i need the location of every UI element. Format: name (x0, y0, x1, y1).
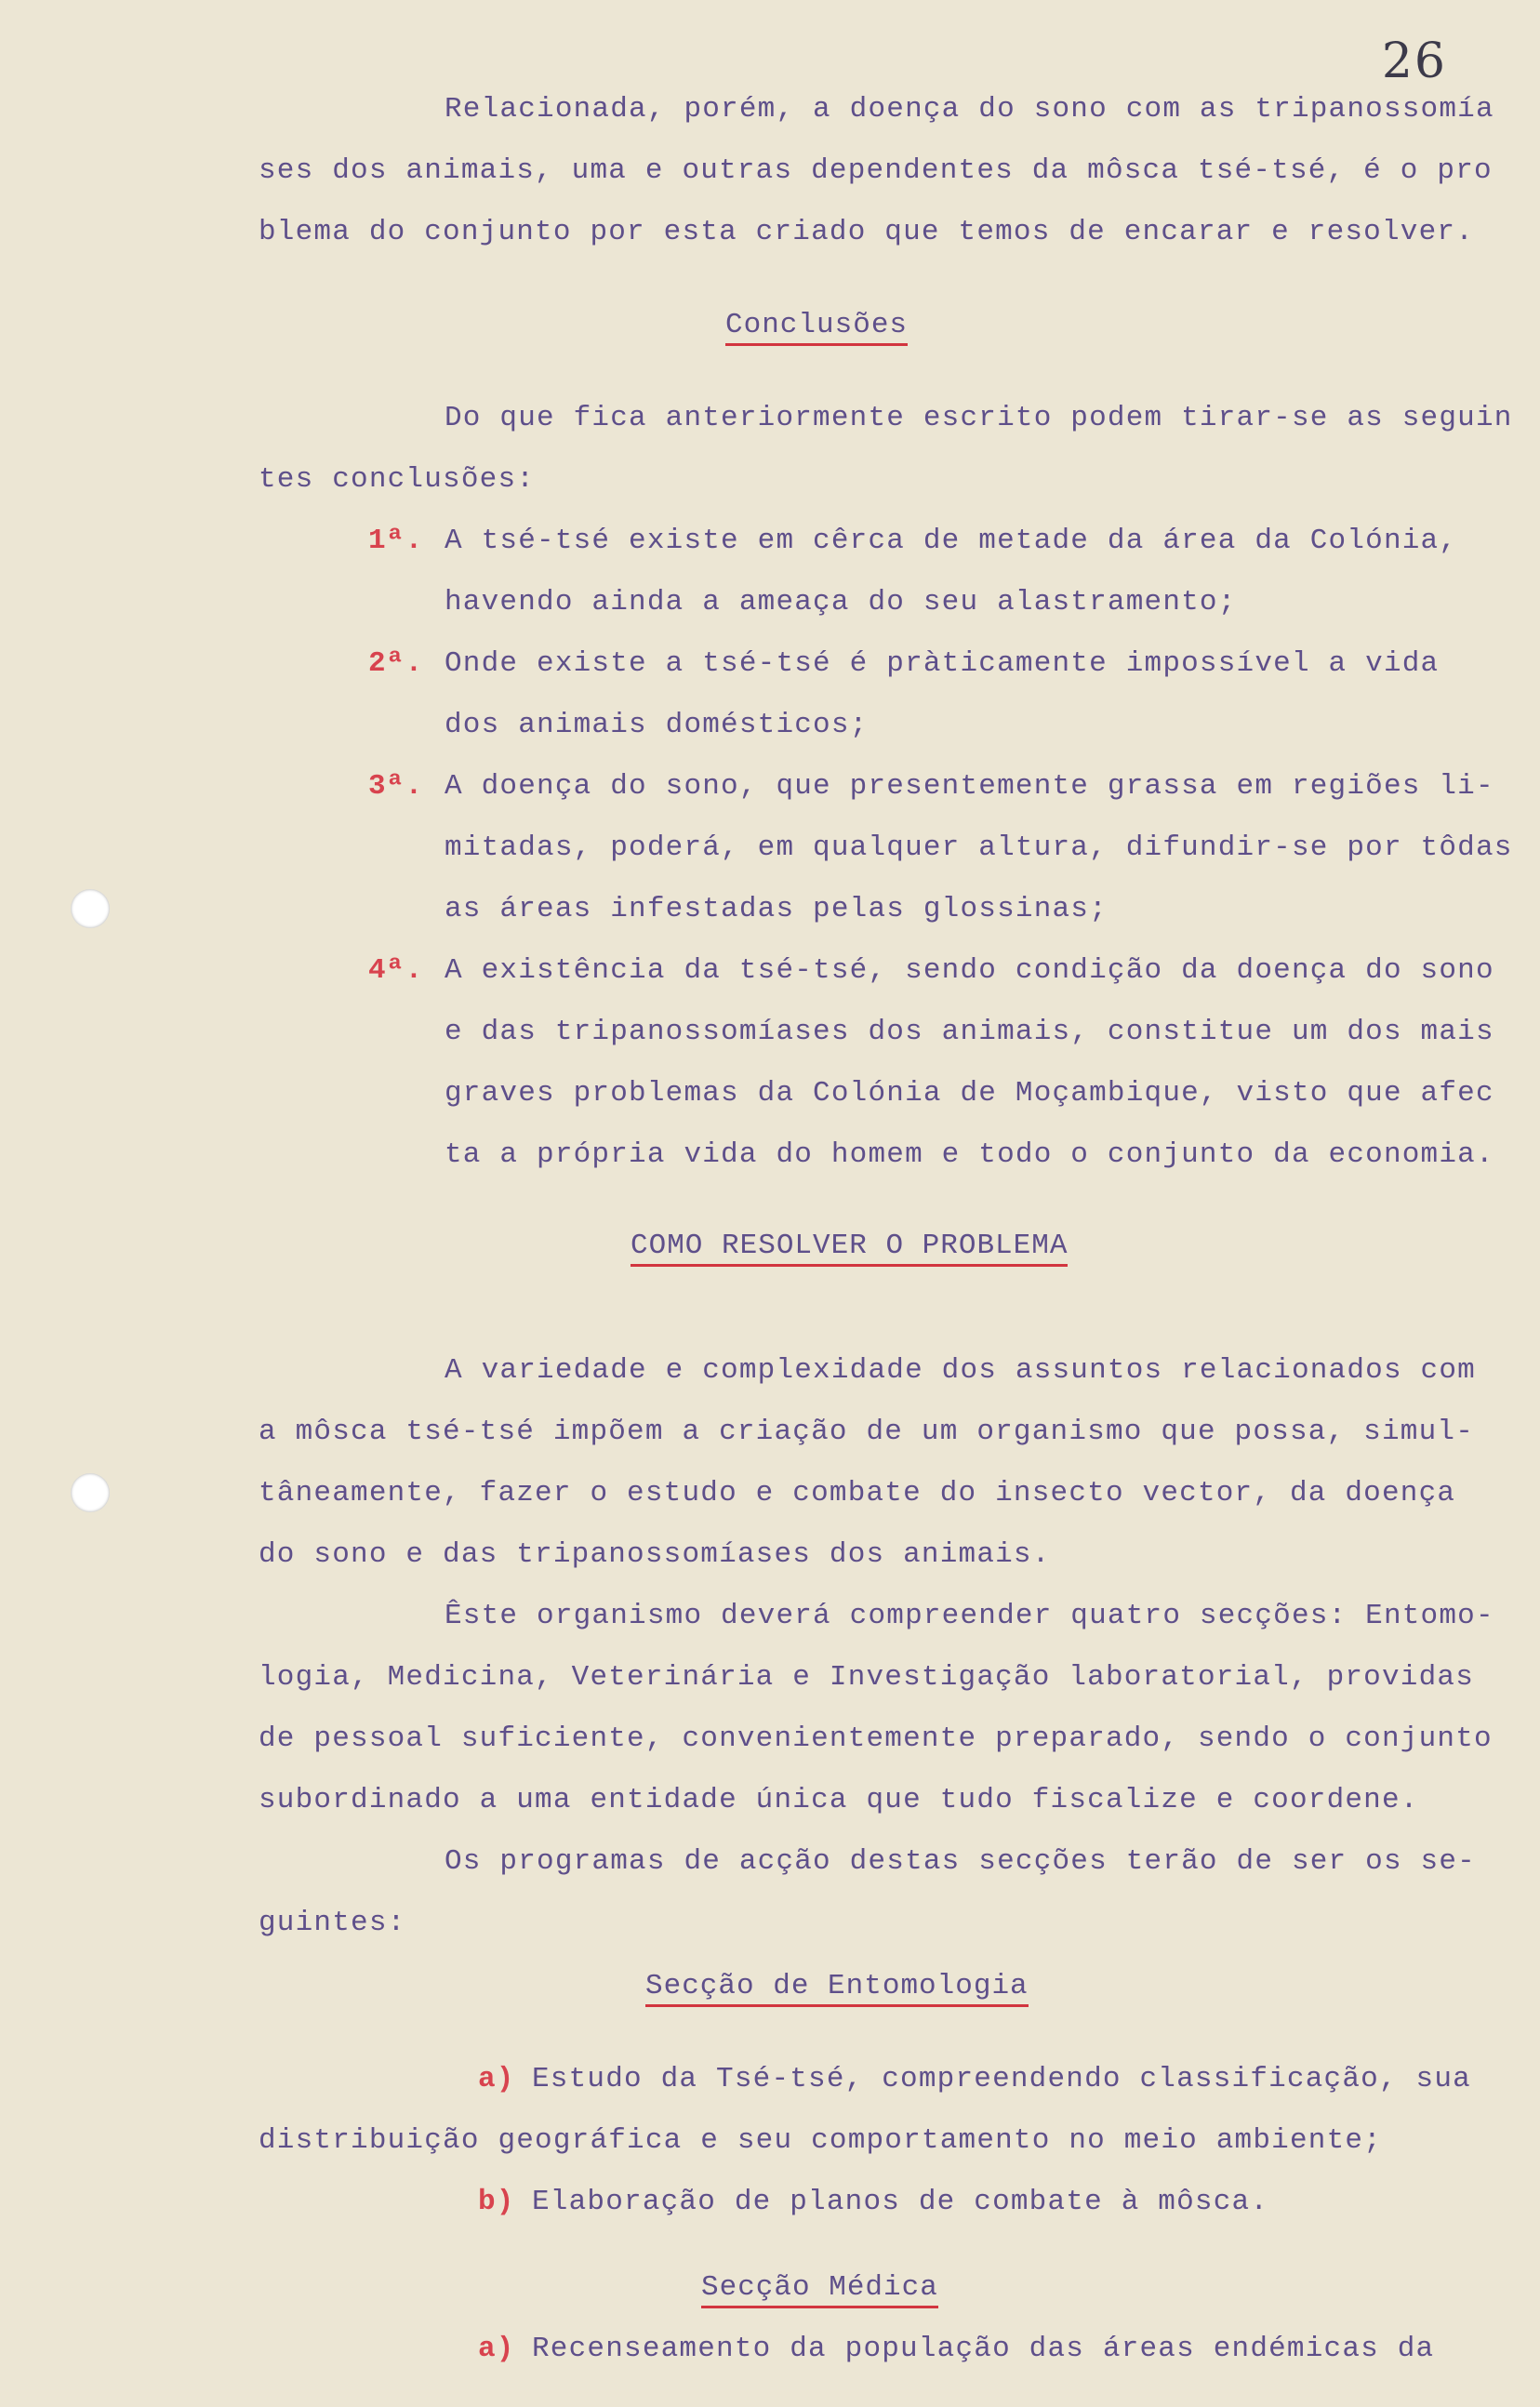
heading-entomologia (645, 1970, 1029, 2002)
intro-line: blema do conjunto por esta criado que temos de encarar e resolver. (259, 216, 1474, 248)
item-marker: a) (478, 2333, 515, 2365)
heading-medica (701, 2271, 938, 2304)
medica-item-a (478, 2333, 515, 2365)
item-marker: a) (478, 2063, 515, 2095)
entomologia-item-a (478, 2063, 515, 2095)
conclusion-3 (368, 770, 423, 803)
heading-problema (631, 1230, 1068, 1262)
conclusion-4 (368, 954, 423, 987)
conclusion-marker: 4ª. (368, 954, 424, 987)
item-marker: b) (478, 2186, 515, 2218)
paragraph-line: Êste organismo deverá compreender quatro secções: Entomo- (445, 1600, 1494, 1632)
punch-hole (71, 1473, 110, 1512)
conclusion-line: e das tripanossomíases dos animais, constitue um dos mais (445, 1016, 1494, 1048)
paragraph-line: a môsca tsé-tsé impõem a criação de um organismo que possa, simul- (259, 1416, 1474, 1448)
conclusion-line: graves problemas da Colónia de Moçambique, visto que afec (445, 1077, 1494, 1110)
page-number: 26 (1381, 33, 1447, 89)
conclusion-line: ta a própria vida do homem e todo o conjunto da economia. (445, 1138, 1494, 1171)
conclusoes-intro-line: Do que fica anteriormente escrito podem tirar-se as seguin (445, 402, 1513, 434)
conclusion-marker: 1ª. (368, 525, 424, 557)
paragraph-line: tâneamente, fazer o estudo e combate do insecto vector, da doença (259, 1477, 1456, 1509)
heading-problema-text: COMO RESOLVER O PROBLEMA (631, 1230, 1068, 1267)
conclusion-line: A tsé-tsé existe em cêrca de metade da área da Colónia, (445, 525, 1458, 557)
paragraph-line: Os programas de acção destas secções terão de ser os se- (445, 1845, 1476, 1878)
paragraph-line: A variedade e complexidade dos assuntos relacionados com (445, 1354, 1476, 1387)
conclusion-line: havendo ainda a ameaça do seu alastramento; (445, 586, 1237, 618)
conclusoes-intro-line: tes conclusões: (259, 463, 536, 496)
paragraph-line: guintes: (259, 1907, 406, 1939)
paragraph-line: logia, Medicina, Veterinária e Investigação laboratorial, providas (259, 1661, 1474, 1694)
conclusion-line: A existência da tsé-tsé, sendo condição da doença do sono (445, 954, 1494, 987)
paragraph-line: subordinado a uma entidade única que tudo fiscalize e coordene. (259, 1784, 1419, 1816)
conclusion-1 (368, 525, 423, 557)
medica-line: Recenseamento da população das áreas endémicas da (532, 2333, 1435, 2365)
heading-conclusoes (725, 309, 908, 341)
conclusion-line: Onde existe a tsé-tsé é pràticamente impossível a vida (445, 647, 1440, 680)
entomologia-line: Estudo da Tsé-tsé, compreendendo classificação, sua (532, 2063, 1471, 2095)
entomologia-item-b (478, 2186, 515, 2218)
paragraph-line: do sono e das tripanossomíases dos animais. (259, 1538, 1051, 1571)
intro-line: Relacionada, porém, a doença do sono com as tripanossomía (445, 93, 1494, 126)
intro-line: ses dos animais, uma e outras dependentes da môsca tsé-tsé, é o pro (259, 154, 1493, 187)
conclusion-2 (368, 647, 423, 680)
conclusion-line: as áreas infestadas pelas glossinas; (445, 893, 1108, 925)
heading-medica-text: Secção Médica (701, 2271, 938, 2308)
conclusion-line: mitadas, poderá, em qualquer altura, difundir-se por tôdas (445, 831, 1513, 864)
paragraph-line: de pessoal suficiente, convenientemente preparado, sendo o conjunto (259, 1722, 1493, 1755)
heading-conclusoes-text: Conclusões (725, 309, 908, 346)
conclusion-marker: 2ª. (368, 647, 424, 680)
punch-hole (71, 889, 110, 928)
conclusion-marker: 3ª. (368, 770, 424, 803)
entomologia-line: distribuição geográfica e seu comportamento no meio ambiente; (259, 2124, 1382, 2157)
conclusion-line: A doença do sono, que presentemente grassa em regiões li- (445, 770, 1494, 803)
heading-entomologia-text: Secção de Entomologia (645, 1970, 1029, 2007)
conclusion-line: dos animais domésticos; (445, 709, 869, 741)
entomologia-line: Elaboração de planos de combate à môsca. (532, 2186, 1269, 2218)
